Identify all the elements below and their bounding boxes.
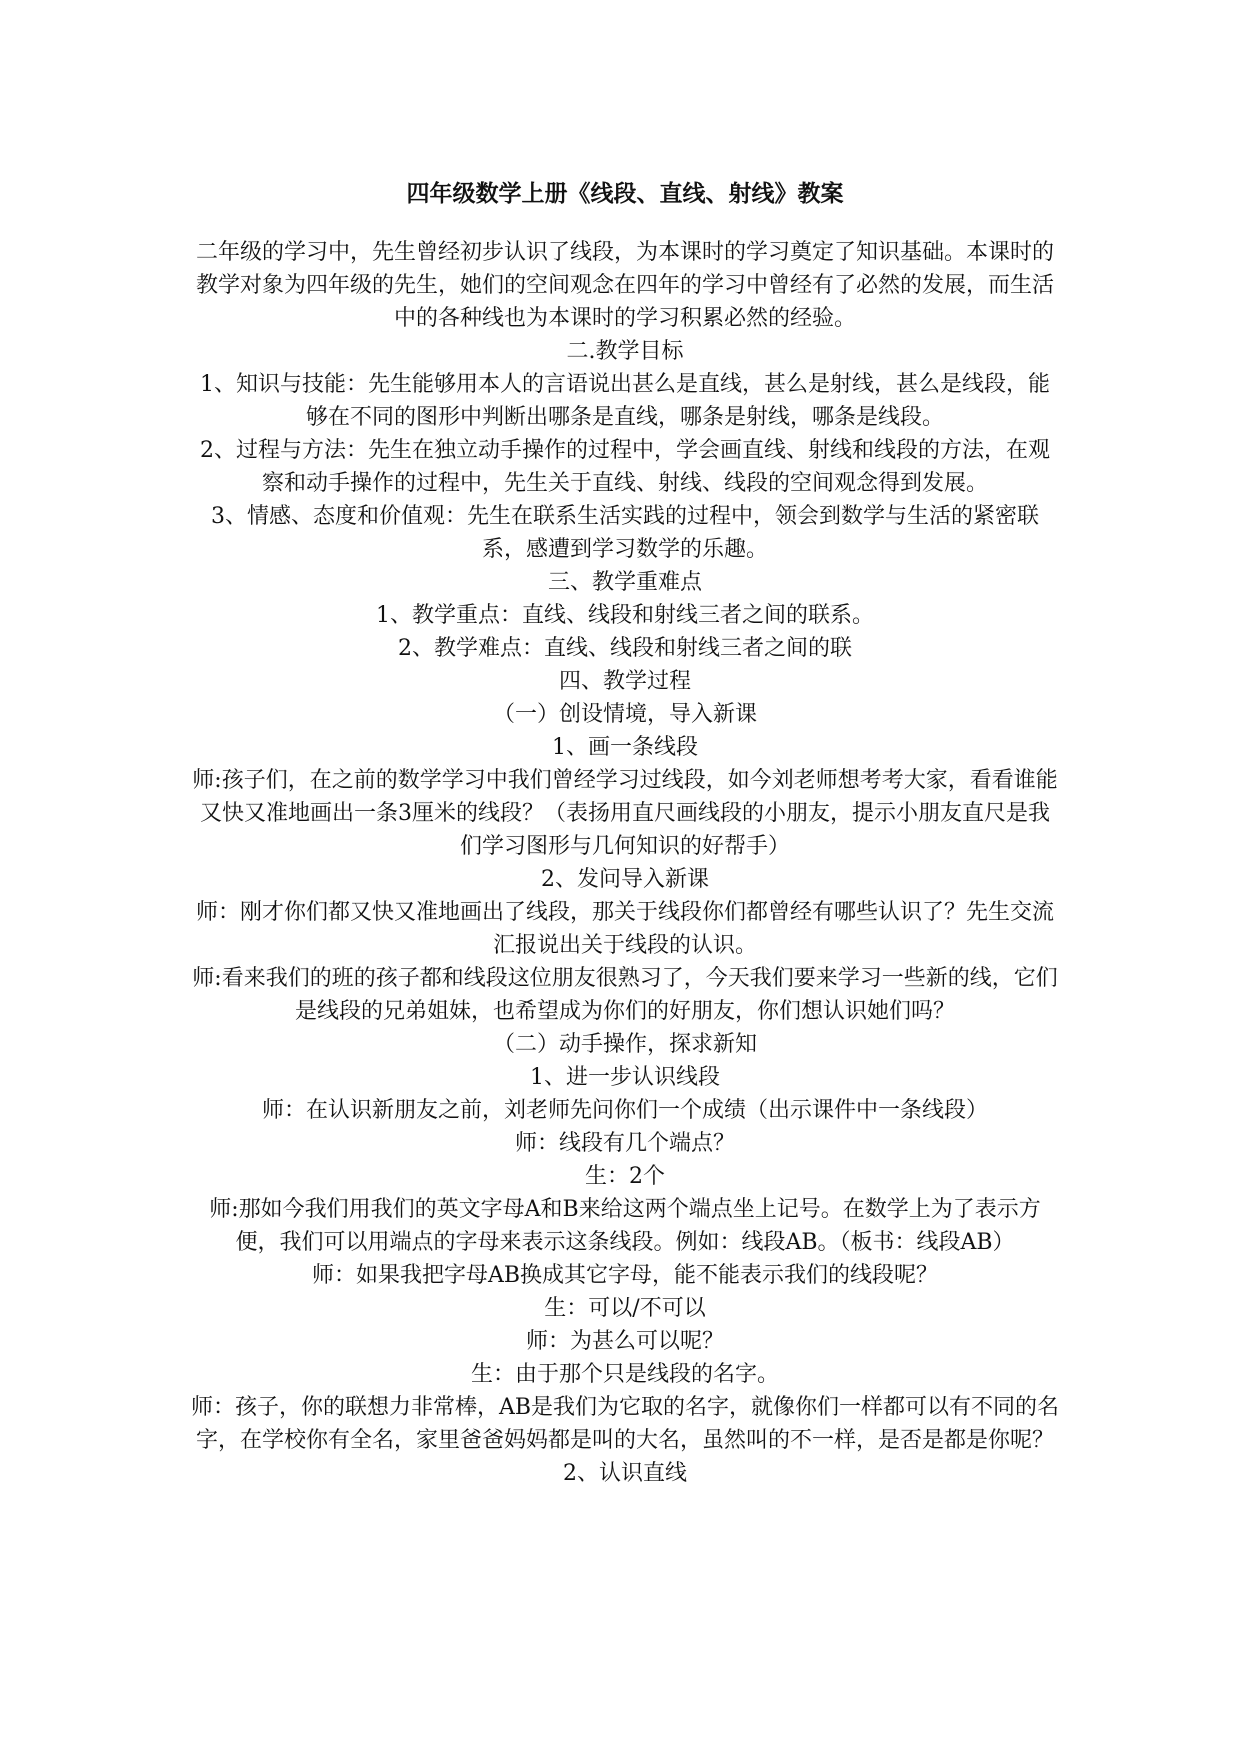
section-heading: 四、教学过程 <box>558 669 691 694</box>
paragraph: 师：如果我把字母AB换成其它字母，能不能表示我们的线段呢？ <box>311 1263 939 1288</box>
subsection-heading: 1、画一条线段 <box>552 735 698 760</box>
paragraph: 师：刚才你们都又快又准地画出了线段，那关于线段你们都曾经有哪些认识了？先生交流汇报说出关于线段的认识。 <box>195 900 1054 958</box>
paragraph: 生：2个 <box>585 1164 665 1189</box>
paragraph: 师：在认识新朋友之前，刘老师先问你们一个成绩（出示课件中一条线段） <box>261 1098 988 1123</box>
subsection-heading: 1、进一步认识线段 <box>530 1065 720 1090</box>
document-body <box>190 236 1060 1490</box>
paragraph: 师：孩子，你的联想力非常棒，AB是我们为它取的名字，就像你们一样都可以有不同的名字，在学校你有全名，家里爸爸妈妈都是叫的大名，虽然叫的不一样，是否是都是你呢？ <box>190 1395 1060 1453</box>
document-page <box>190 178 1060 1490</box>
paragraph: 师:孩子们，在之前的数学学习中我们曾经学习过线段，如今刘老师想考考大家，看看谁能又快又准地画出一条3厘米的线段？（表扬用直尺画线段的小朋友，提示小朋友直尺是我们学习图形与几何知识的好帮手） <box>192 768 1058 859</box>
paragraph: 师：为甚么可以呢？ <box>525 1329 724 1354</box>
paragraph: 1、教学重点：直线、线段和射线三者之间的联系。 <box>376 603 874 628</box>
page-title: 四年级数学上册《线段、直线、射线》教案 <box>406 180 844 207</box>
paragraph: 二年级的学习中，先生曾经初步认识了线段，为本课时的学习奠定了知识基础。本课时的教学对象为四年级的先生，她们的空间观念在四年的学习中曾经有了必然的发展，而生活中的各种线也为本课时的学习积累必然的经验。 <box>195 240 1054 331</box>
subsection-heading: 2、认识直线 <box>563 1461 687 1486</box>
paragraph: 3、情感、态度和价值观：先生在联系生活实践的过程中，领会到数学与生活的紧密联系，感遭到学习数学的乐趣。 <box>211 504 1039 562</box>
paragraph: 师：线段有几个端点？ <box>514 1131 735 1156</box>
paragraph: 2、过程与方法：先生在独立动手操作的过程中，学会画直线、射线和线段的方法，在观察和动手操作的过程中，先生关于直线、射线、线段的空间观念得到发展。 <box>200 438 1050 496</box>
subsection-heading: 2、发问导入新课 <box>541 867 709 892</box>
paragraph: 师:那如今我们用我们的英文字母A和B来给这两个端点坐上记号。在数学上为了表示方便，我们可以用端点的字母来表示这条线段。例如：线段AB。（板书：线段AB） <box>209 1197 1041 1255</box>
paragraph: 2、教学难点：直线、线段和射线三者之间的联 <box>398 636 852 661</box>
paragraph: 生：可以/不可以 <box>544 1296 706 1321</box>
subsection-heading: （一）创设情境，导入新课 <box>492 702 757 727</box>
section-heading: 三、教学重难点 <box>547 570 702 595</box>
paragraph: 生：由于那个只是线段的名字。 <box>470 1362 779 1387</box>
section-heading: 二.教学目标 <box>566 339 684 364</box>
paragraph: 师:看来我们的班的孩子都和线段这位朋友很熟习了，今天我们要来学习一些新的线，它们是线段的兄弟姐妹，也希望成为你们的好朋友，你们想认识她们吗？ <box>192 966 1058 1024</box>
paragraph: 1、知识与技能：先生能够用本人的言语说出甚么是直线，甚么是射线，甚么是线段，能够在不同的图形中判断出哪条是直线，哪条是射线，哪条是线段。 <box>200 372 1050 430</box>
subsection-heading: （二）动手操作，探求新知 <box>492 1032 757 1057</box>
